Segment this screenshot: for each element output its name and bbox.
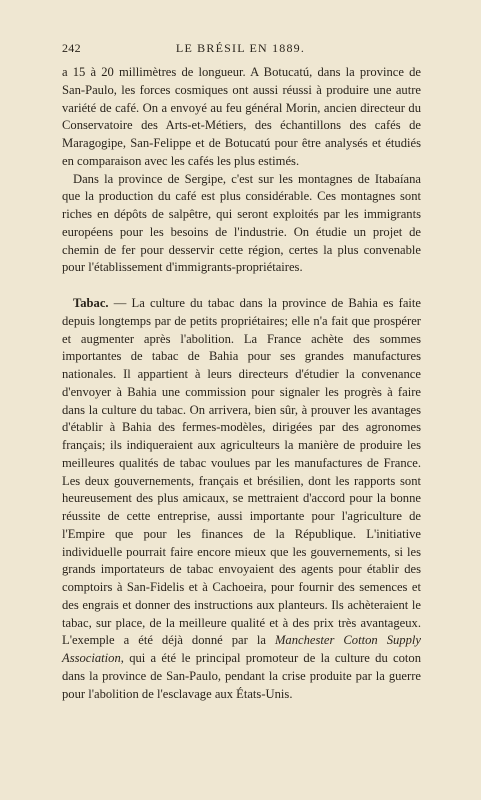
running-title: LE BRÉSIL EN 1889. — [175, 41, 306, 55]
section-heading-tabac: Tabac. — [73, 296, 109, 310]
page-body — [62, 64, 421, 703]
page-number: 242 — [62, 41, 81, 55]
paragraph-tabac — [62, 295, 421, 703]
running-header — [62, 41, 419, 59]
paragraph-tabac-text-a: — La culture du tabac dans la province de Bahia es faite depuis longtemps par de petits propriétaires; elle n'a fait que prospérer et augmenter après l'abolition. La France achète des sommes importantes de tabac de Bahia pour ses grandes manufactures nationales. Il appartient à leurs directeurs d'étudier la convenance d'envoyer à Bahia une commission pour signaler les progrès à faire dans la culture du tabac. On arrivera, bien sûr, à prouver les avantages d'établir à Bahia des fermes-modèles, dirigées par des agronomes français; ils indiqueraient aux agriculteurs la manière de produire les meilleures qualités de tabac voulues par les manufactures de France. Les deux gouvernements, français et brésilien, dont les rapports sont heureusement des plus amicaux, se mettraient d'accord pour la bonne réussite de cette entreprise, aussi importante pour l'agriculture de l'Empire que pour les finances de la République. L'initiative individuelle pourrait faire encore mieux que les gouvernements, si les grands importateurs de tabac envoyaient des agents pour établir des comptoirs à San-Fidelis et à Cachoeira, pour fournir des semences et des engrais et donner des instructions aux planteurs. Ils achèteraient le tabac, sur place, de la meilleure qualité et à des prix très avantageux. L'exemple a été déjà donné par la — [62, 296, 421, 648]
section-gap — [62, 277, 421, 295]
association-name: Manchester Cotton Supply Association — [62, 633, 421, 665]
paragraph-sergipe: Dans la province de Sergipe, c'est sur les montagnes de Itabaíana que la production du café est plus considérable. Ces montagnes sont riches en dépôts de salpêtre, qui seront exploités par les immigrants européens pour les besoins de l'industrie. On étudie un projet de chemin de fer pour desservir cette région, certes la plus convenable pour l'établissement d'immigrants-propriétaires. — [62, 171, 421, 275]
paragraph-coffee-varieties: a 15 à 20 millimètres de longueur. A Botucatú, dans la province de San-Paulo, les forces cosmiques ont aussi réussi à produire une autre variété de café. On a envoyé au feu général Morin, ancien directeur du Conservatoire des Arts-et-Métiers, des échantillons des cafés de Maragogipe, San-Felippe et de Botucatú pour être analysés et étudiés en comparaison avec les cafés les plus estimés. — [62, 65, 421, 168]
paragraph-tabac-text-b: , qui a été le principal promoteur de la culture du coton dans la province de San-Paulo, pendant la crise produite par la guerre pour l'abolition de l'esclavage aux États-Unis. — [62, 651, 421, 701]
